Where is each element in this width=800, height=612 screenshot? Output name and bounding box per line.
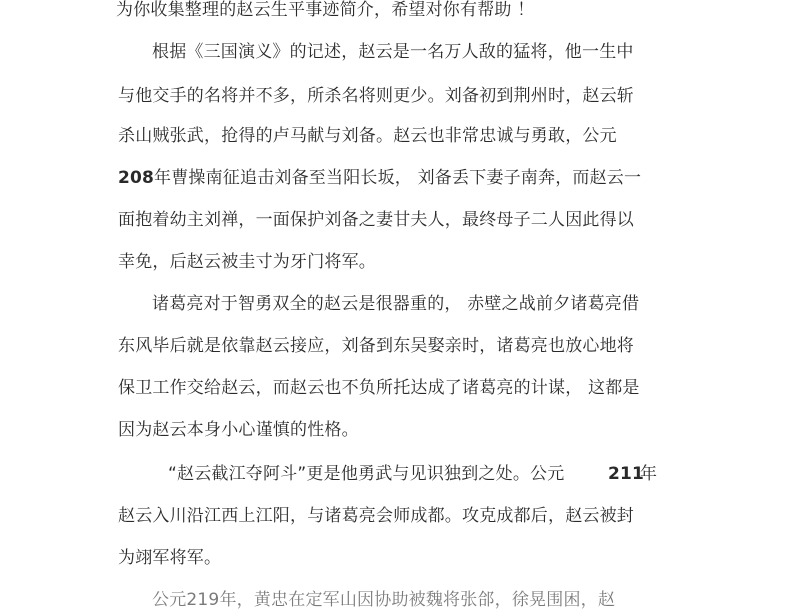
paragraph-3-line-3: 为翊军将军。 bbox=[118, 548, 222, 568]
paragraph-1-line-5: 面抱着幼主刘禅，一面保护刘备之妻甘夫人，最终母子二人因此得以 bbox=[118, 210, 634, 230]
paragraph-1-line-1: 根据《三国演义》的记述，赵云是一名万人敌的猛将，他一生中 bbox=[152, 42, 634, 62]
year-211: 211 bbox=[608, 464, 645, 484]
paragraph-4-line-1: 公元219年，黄忠在定军山因协助被魏将张郃，徐晃围困，赵 bbox=[152, 590, 616, 610]
paragraph-1-line-6: 幸免，后赵云被圭寸为牙门将军。 bbox=[118, 252, 376, 272]
paragraph-3-line-1: “赵云截江夺阿斗”更是他勇武与见识独到之处。公元 bbox=[168, 464, 565, 484]
paragraph-2-line-4: 因为赵云本身小心谨慎的性格。 bbox=[118, 420, 359, 440]
year-208: 208 bbox=[118, 168, 155, 188]
paragraph-1-line-3: 杀山贼张武，抢得的卢马献与刘备。赵云也非常忠诚与勇敢，公元 bbox=[118, 126, 617, 146]
intro-line: 为你收集整理的赵云生平事迹简介，希望对你有帮助 ！ bbox=[116, 0, 535, 20]
year-suffix: 年 bbox=[640, 464, 658, 484]
paragraph-2-line-3: 保卫工作交给赵云，而赵云也不负所托达成了诸葛亮的计谋， 这都是 bbox=[118, 378, 640, 398]
paragraph-1-line-2: 与他交手的名将并不多，所杀名将则更少。刘备初到荆州时，赵云斩 bbox=[118, 86, 634, 106]
paragraph-2-line-2: 东风毕后就是依靠赵云接应，刘备到东吴娶亲时，诸葛亮也放心地将 bbox=[118, 336, 634, 356]
paragraph-1-line-4: 年曹操南征追击刘备至当阳长坂， 刘备丢下妻子南奔，而赵云一 bbox=[154, 168, 642, 188]
paragraph-2-line-1: 诸葛亮对于智勇双全的赵云是很器重的， 赤壁之战前夕诸葛亮借 bbox=[152, 294, 640, 314]
paragraph-3-line-2: 赵云入川沿江西上江阳，与诸葛亮会师成都。攻克成都后，赵云被封 bbox=[118, 506, 634, 526]
